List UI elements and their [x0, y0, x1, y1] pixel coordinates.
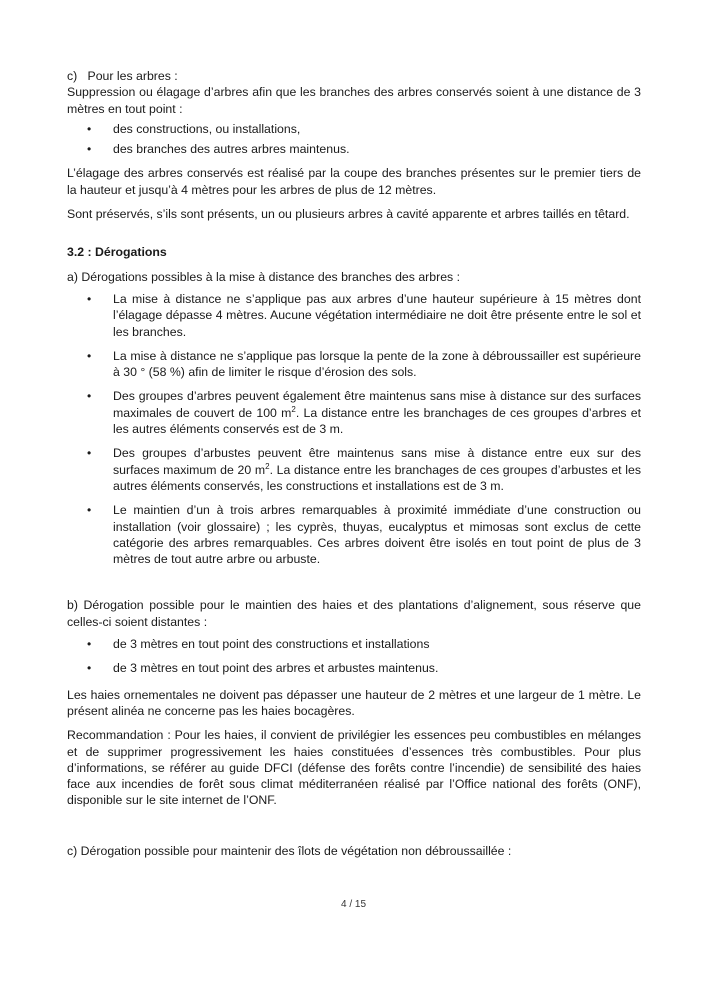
list-item: • Des groupes d’arbustes peuvent être maintenus sans mise à distance entre eux sur des surfaces maximum de 20 $m^2$. La distance entre les branchages de ces groupes d’arbustes et les autres éléments conservés, les constructions et installations est de 3 m.: [87, 446, 642, 493]
paragraph-elagage: L’élagage des arbres conservés est réalisé par la coupe des branches présentes sur le premier tiers de la hauteur et jusqu’à 4 mètres pour les arbres de plus de 12 mètres.: [67, 166, 641, 197]
paragraph-haies: Les haies ornementales ne doivent pas dépasser une hauteur de 2 mètres et une largeur de 1 mètre. Le présent alinéa ne concerne pas les haies bocagères.: [67, 687, 641, 718]
list-item: • de 3 mètres en tout point des arbres et arbustes maintenus.: [87, 661, 439, 676]
paragraph-preserves: Sont préservés, s’ils sont présents, un ou plusieurs arbres à cavité apparente et arbres taillés en têtard.: [67, 207, 630, 222]
list-item: • Le maintien d’un à trois arbres remarquables à proximité immédiate d’une construction ou installation (voir glossaire) ; les cyprès, thuyas, eucalyptus et mimosas sont exclus de cette catégorie des arbres remarquables. Ces arbres doivent être isolés en tout point de plus de 3 mètres de tout autre arbre ou arbuste.: [87, 503, 641, 567]
derogation-b-intro: b) Dérogation possible pour le maintien des haies et des plantations d’alignement, sous réserve que celles-ci soient distantes :: [67, 598, 641, 629]
bullet-icon: •: [87, 291, 92, 306]
list-item: • La mise à distance ne s’applique pas lorsque la pente de la zone à débroussailler est supérieure à 30 ° (58 %) afin de limiter le risque d’érosion des sols.: [87, 348, 641, 380]
subsection-title-trees: c) Pour les arbres :: [67, 69, 178, 83]
bullet-icon: •: [87, 121, 92, 136]
derogation-b-bullet-list: [67, 636, 641, 677]
derogation-a-bullet-list: [67, 291, 641, 567]
page-number: 4 / 15: [340, 899, 367, 910]
list-item: • des constructions, ou installations,: [87, 121, 301, 136]
paragraph-recommandation: Recommandation : Pour les haies, il convient de privilégier les essences peu combustibles en mélanges et de supprimer progressivement les haies constituées d’essences très combustibles. Pour plus d’informations, se référer au guide DFCI (défense des forêts contre l’incendie) de sensibilité des haies face aux incendies de forêt sous climat méditerranéen réalisé par l’Office national des forêts (ONF), disponible sur le site internet de l’ONF.: [67, 728, 641, 808]
bullet-icon: •: [87, 661, 92, 676]
bullet-icon: •: [87, 446, 92, 461]
list-item: • des branches des autres arbres maintenus.: [87, 142, 350, 157]
list-item: • de 3 mètres en tout point des constructions et installations: [87, 637, 430, 652]
bullet-icon: •: [87, 637, 92, 652]
bullet-icon: •: [87, 389, 92, 404]
derogation-a-intro: a) Dérogations possibles à la mise à distance des branches des arbres :: [67, 269, 461, 284]
derogation-c-intro: c) Dérogation possible pour maintenir des îlots de végétation non débroussaillée :: [67, 843, 512, 858]
bullet-icon: •: [87, 503, 92, 518]
document-page: [67, 68, 641, 859]
list-item: • Des groupes d’arbres peuvent également être maintenus sans mise à distance sur des surfaces maximales de couvert de 100 $m^2$. La distance entre les branchages de ces groupes d’arbres et les autres éléments conservés est de 3 m.: [87, 389, 641, 437]
bullet-icon: •: [87, 142, 92, 157]
list-item: • La mise à distance ne s’applique pas aux arbres d’une hauteur supérieure à 15 mètres dont l’élagage dépasse 4 mètres. Aucune végétation intermédiaire ne doit être présente entre le sol et les branches.: [87, 291, 641, 339]
trees-bullet-list: [67, 121, 641, 158]
section-heading-derogations: 3.2 : Dérogations: [67, 245, 167, 260]
bullet-icon: •: [87, 348, 92, 363]
trees-intro: Suppression ou élagage d’arbres afin que les branches des arbres conservés soient à une distance de 3 mètres en tout point :: [67, 85, 641, 116]
